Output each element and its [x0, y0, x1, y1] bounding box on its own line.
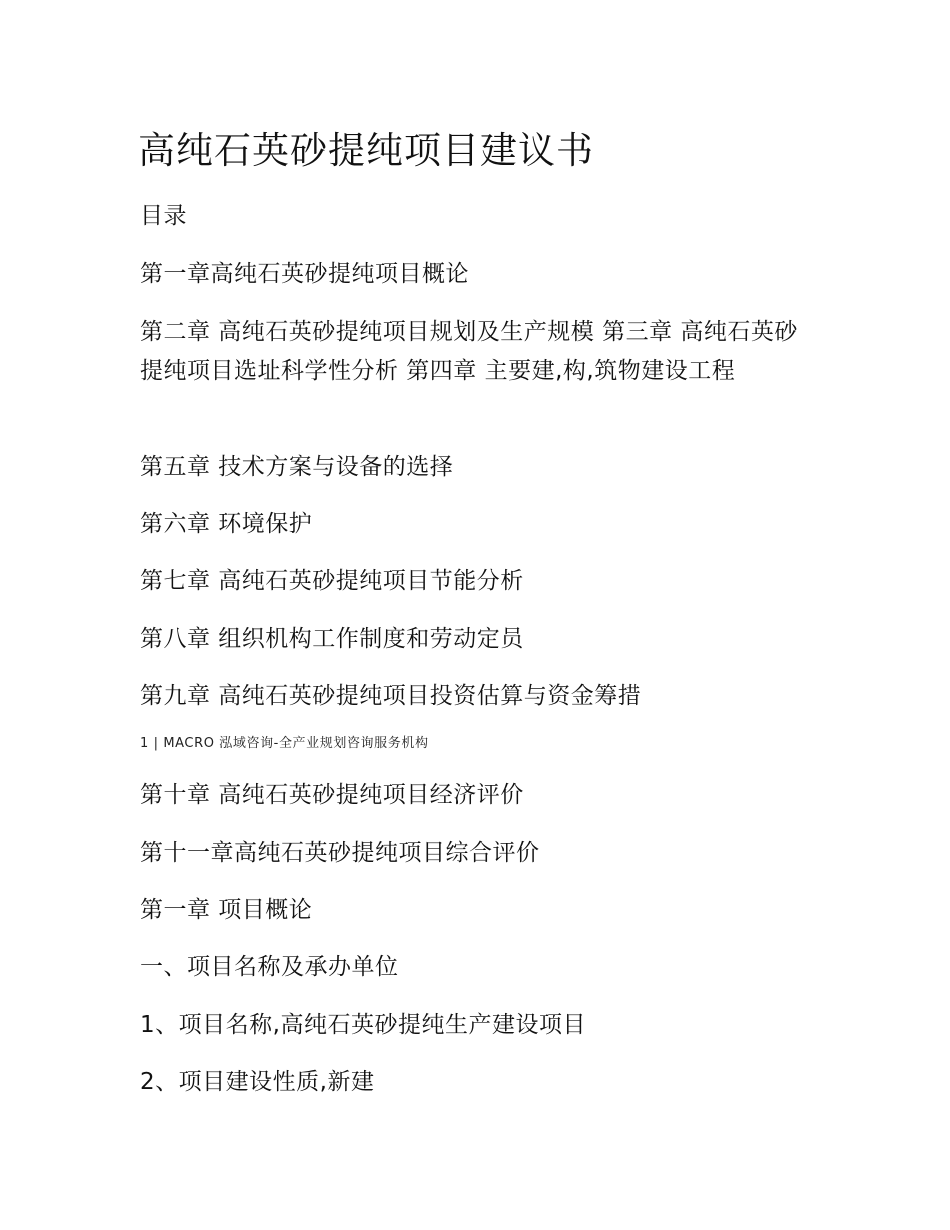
toc-chapter-2-4: 第二章 高纯石英砂提纯项目规划及生产规模 第三章 高纯石英砂提纯项目选址科学性分析 第四章 主要建,构,筑物建设工程 [140, 319, 798, 384]
section-1-heading: 一、项目名称及承办单位 [140, 954, 399, 980]
page-footer: 1 | MACRO 泓域咨询-全产业规划咨询服务机构 [140, 736, 429, 751]
toc-chapter-1: 第一章高纯石英砂提纯项目概论 [140, 261, 469, 287]
toc-chapter-7: 第七章 高纯石英砂提纯项目节能分析 [140, 568, 524, 594]
toc-chapter-8: 第八章 组织机构工作制度和劳动定员 [140, 626, 524, 652]
item-project-nature: 2、项目建设性质,新建 [140, 1069, 375, 1095]
chapter-1-heading: 第一章 项目概论 [140, 897, 313, 923]
toc-chapter-11: 第十一章高纯石英砂提纯项目综合评价 [140, 840, 540, 866]
item-project-name: 1、项目名称,高纯石英砂提纯生产建设项目 [140, 1012, 586, 1038]
toc-chapter-9: 第九章 高纯石英砂提纯项目投资估算与资金筹措 [140, 683, 642, 709]
toc-chapter-5: 第五章 技术方案与设备的选择 [140, 454, 454, 480]
toc-chapter-10: 第十章 高纯石英砂提纯项目经济评价 [140, 782, 524, 808]
document-title: 高纯石英砂提纯项目建议书 [138, 129, 594, 172]
toc-chapter-6: 第六章 环境保护 [140, 511, 313, 537]
toc-heading: 目录 [140, 203, 187, 229]
